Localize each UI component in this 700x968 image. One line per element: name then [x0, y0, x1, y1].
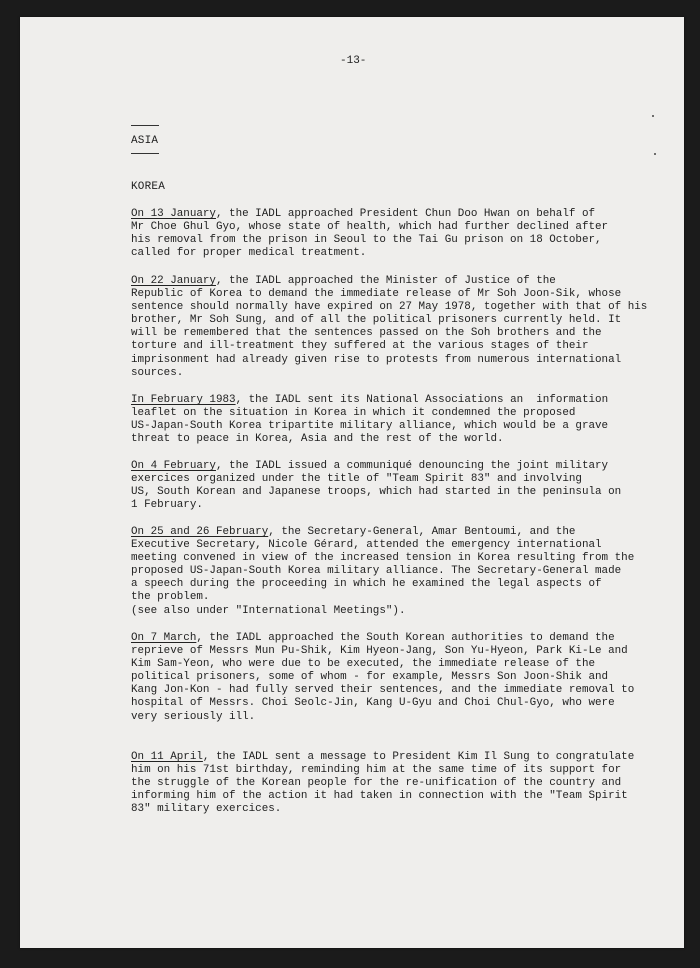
- paragraph-line: imprisonment had already given rise to protests from numerous international: [131, 353, 622, 366]
- paragraph-date: On 25 and 26 February: [131, 526, 269, 538]
- paragraph-line: 1 February.: [131, 499, 203, 512]
- paragraph-line: Executive Secretary, Nicole Gérard, attended the emergency international: [131, 539, 602, 552]
- page-number: -13-: [340, 55, 367, 67]
- paragraph-date: In February 1983: [131, 394, 236, 406]
- paragraph-text: , the IADL approached the South Korean authorities to demand the: [196, 632, 615, 644]
- paragraph-line: his removal from the prison in Seoul to the Tai Gu prison on 18 October,: [131, 234, 602, 247]
- subsection-heading: KOREA: [131, 181, 166, 193]
- paragraph-line: [131, 751, 691, 764]
- paragraph-date: On 11 April: [131, 751, 203, 763]
- paragraph-line: called for proper medical treatment.: [131, 247, 367, 260]
- paragraph-line: leaflet on the situation in Korea in which it condemned the proposed: [131, 407, 576, 420]
- paragraph-line: [131, 632, 691, 645]
- paragraph-date: On 7 March: [131, 632, 197, 644]
- paragraph-line: 83" military exercices.: [131, 803, 282, 816]
- paragraph-line: meeting convened in view of the increased tension in Korea resulting from the: [131, 552, 635, 565]
- paragraph: [131, 526, 691, 618]
- paragraph-date: On 22 January: [131, 275, 216, 287]
- paragraph-line: Mr Choe Ghul Gyo, whose state of health, which had further declined after: [131, 221, 609, 234]
- paragraph-line: US-Japan-South Korea tripartite military alliance, which would be a grave: [131, 420, 609, 433]
- paragraph-line: Republic of Korea to demand the immediate release of Mr Soh Joon-Sik, whose: [131, 288, 622, 301]
- document-page: [20, 17, 684, 948]
- paragraph-line: informing him of the action it had taken in connection with the "Team Spirit: [131, 790, 628, 803]
- paragraph-line: US, South Korean and Japanese troops, which had started in the peninsula on: [131, 486, 622, 499]
- paragraph-line: [131, 394, 691, 407]
- heading-rule-bottom: [131, 153, 159, 154]
- paragraph-line: [131, 275, 691, 288]
- paragraph: [131, 275, 691, 380]
- paragraph-line: sources.: [131, 366, 184, 379]
- paragraph-line: [131, 208, 691, 221]
- paragraph-line: political prisoners, some of whom - for example, Messrs Son Joon-Shik and: [131, 671, 609, 684]
- paragraph-line: hospital of Messrs. Choi Seolc-Jin, Kang U-Gyu and Choi Chul-Gyo, who were: [131, 697, 615, 710]
- paragraph: [131, 632, 691, 724]
- paragraph-line: brother, Mr Soh Sung, and of all the political prisoners currently held. It: [131, 314, 622, 327]
- paragraph-text: , the Secretary-General, Amar Bentoumi, and the: [268, 526, 576, 538]
- paragraph-text: , the IADL sent its National Associations an information: [235, 394, 609, 406]
- paragraph-line: reprieve of Messrs Mun Pu-Shik, Kim Hyeon-Jang, Son Yu-Hyeon, Park Ki-Le and: [131, 645, 628, 658]
- section-heading: ASIA: [131, 135, 159, 147]
- paragraph-date: On 4 February: [131, 460, 216, 472]
- paragraph: [131, 751, 691, 816]
- paragraph-line: torture and ill-treatment they suffered at the various stages of their: [131, 340, 589, 353]
- paragraph-text: , the IADL approached the Minister of Justice of the: [215, 275, 556, 287]
- paper-speck: [652, 115, 654, 117]
- paragraph-line: him on his 71st birthday, reminding him at the same time of its support for: [131, 764, 622, 777]
- paragraph-line: proposed US-Japan-South Korea military alliance. The Secretary-General made: [131, 565, 622, 578]
- paragraph-date: On 13 January: [131, 208, 216, 220]
- paragraph-line: exercices organized under the title of "Team Spirit 83" and involving: [131, 473, 582, 486]
- paragraph-line: [131, 460, 691, 473]
- paragraph-line: very seriously ill.: [131, 710, 256, 723]
- paragraph: [131, 394, 691, 446]
- paragraph-line: Kim Sam-Yeon, who were due to be executed, the immediate release of the: [131, 658, 596, 671]
- heading-rule-top: [131, 125, 159, 126]
- paragraph-line: [131, 526, 691, 539]
- paragraph-text: , the IADL approached President Chun Doo Hwan on behalf of: [215, 208, 596, 220]
- paragraph-line: threat to peace in Korea, Asia and the rest of the world.: [131, 433, 504, 446]
- paragraph-line: (see also under "International Meetings").: [131, 604, 406, 617]
- paragraph-line: the struggle of the Korean people for the re-unification of the country and: [131, 777, 622, 790]
- paragraph-line: will be remembered that the sentences passed on the Soh brothers and the: [131, 327, 602, 340]
- paragraph-line: Kang Jon-Kon - had fully served their sentences, and the immediate removal to: [131, 684, 635, 697]
- paragraph-text: , the IADL issued a communiqué denouncing the joint military: [215, 460, 609, 472]
- paragraph: [131, 208, 691, 260]
- paragraph-text: , the IADL sent a message to President Kim Il Sung to congratulate: [202, 751, 635, 763]
- paragraph: [131, 460, 691, 512]
- paragraph-line: sentence should normally have expired on 27 May 1978, together with that of his: [131, 301, 648, 314]
- paper-speck: [654, 153, 656, 155]
- paragraph-line: the problem.: [131, 591, 210, 604]
- paragraph-line: a speech during the proceeding in which he examined the legal aspects of: [131, 578, 602, 591]
